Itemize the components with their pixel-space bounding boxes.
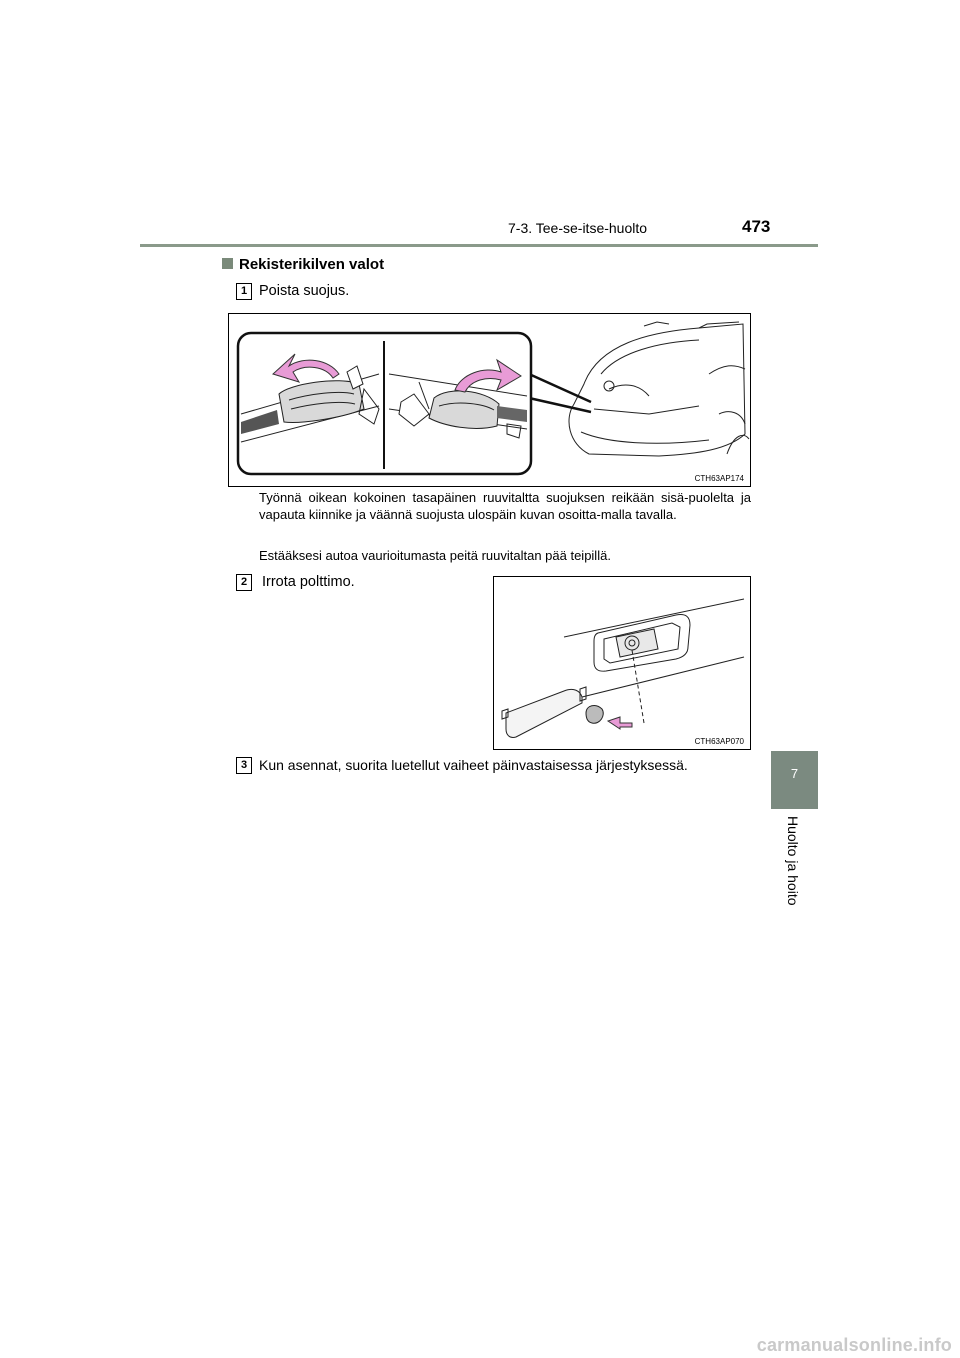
step-number-1: 1	[236, 283, 252, 300]
step-3-label: Kun asennat, suorita luetellut vaiheet päinvastaisessa järjestyksessä.	[259, 757, 688, 773]
note-paragraph: Estääksesi autoa vaurioitumasta peitä ruuvitaltan pää teipillä.	[259, 548, 611, 563]
chapter-label: Huolto ja hoito	[785, 816, 801, 906]
square-bullet-icon	[222, 258, 233, 269]
header-rule	[140, 244, 818, 247]
instruction-paragraph: Työnnä oikean kokoinen tasapäinen ruuvitaltta suojuksen reikään sisä-puolelta ja vapauta kiinnike ja väännä suojusta ulospäin kuvan osoitta-malla tavalla.	[259, 490, 751, 522]
watermark: carmanualsonline.info	[756, 1335, 952, 1355]
step-number-3: 3	[236, 757, 252, 774]
step-1-label: Poista suojus.	[259, 283, 350, 299]
section-heading	[222, 256, 384, 273]
cover-removal-illustration	[229, 314, 750, 486]
figure-bulb-removal	[493, 576, 751, 750]
figure-cover-removal	[228, 313, 751, 487]
bulb-removal-illustration	[494, 577, 750, 749]
page-number: 473	[742, 217, 771, 236]
chapter-number: 7	[790, 766, 799, 781]
section-heading-text: Rekisterikilven valot	[239, 256, 385, 273]
section-reference: 7-3. Tee-se-itse-huolto	[508, 220, 648, 236]
figure-code: CTH63AP174	[694, 474, 744, 483]
step-2-label: Irrota polttimo.	[262, 574, 355, 590]
step-number-2: 2	[236, 574, 252, 591]
figure-code: CTH63AP070	[694, 737, 744, 746]
